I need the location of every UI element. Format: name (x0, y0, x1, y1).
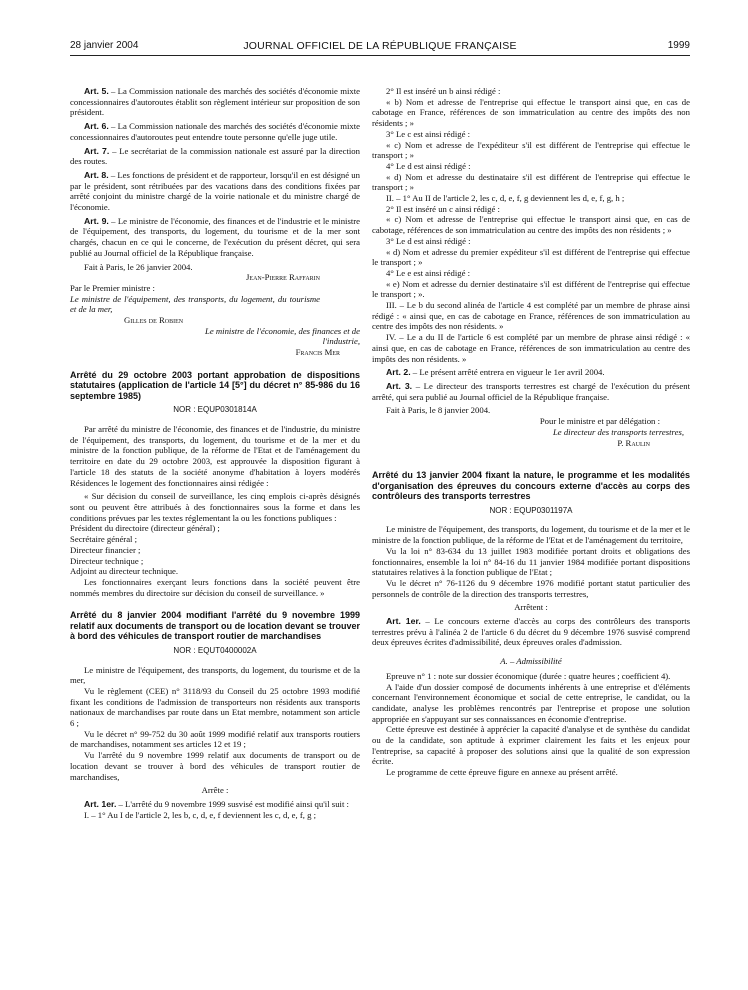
nor-b: NOR : EQUT0400002A (173, 645, 257, 655)
header-title: JOURNAL OFFICIEL DE LA RÉPUBLIQUE FRANÇAISE (243, 40, 517, 52)
right-column (372, 86, 690, 778)
delegation: Pour le ministre et par délégation : (539, 416, 660, 427)
article-6: Art. 6. – La Commission nationale des marchés des sociétés d'économie mixte concessionnaires d'autoroutes peut entendre toute personne qu'elle juge utile. (70, 121, 360, 142)
minister-economy: Le ministre de l'économie, des finances et de l'industrie, (205, 325, 360, 347)
signature-pm: Jean-Pierre Raffarin (246, 272, 320, 283)
signature-robien: Gilles de Robien (124, 315, 184, 326)
paragraph: Les fonctionnaires exerçant leurs fonctions dans la société peuvent être nommés membres du directoire sur décision du conseil de surveillance. » (70, 576, 360, 598)
paragraph: Par arrêté du ministre de l'économie, des finances et de l'industrie, du ministre de l'équipement, des transports, du logement, du tourisme et de la mer et du ministre de la fonction publique, de la réforme de l'Etat et de l'aménagement du territoire en date du 29 octobre 2003, est approuvée la disposition figurant à l'article 18 des statuts de la société anonyme d'habitation à loyers modérés Résidences le logement des fonctionnaires ainsi rédigée : (70, 424, 360, 488)
paragraph: III. – Le b du second alinéa de l'article 4 est complété par un membre de phrase ainsi rédigé : « ainsi que, en cas de cabotage en France, références de son immatriculation au centre des impôts des non résidents. » (372, 300, 690, 332)
article-8: Art. 8. – Les fonctions de président et de rapporteur, lorsqu'il en est désigné un par le président, sont rétribuées par des vacations dans des conditions fixées par arrêté conjoint du ministre chargé de la voirie nationale et du ministre chargé de l'économie. (70, 169, 360, 213)
paragraph: Le ministre de l'équipement, des transports, du logement, du tourisme et de la mer et le ministre de la fonction publique, de la réforme de l'Etat et de l'aménagement du territoire, (372, 524, 690, 546)
paragraph: Vu le décret n° 76-1126 du 9 décembre 1976 modifié portant statut particulier des personnels de contrôle de la direction des transports terrestres, (372, 577, 690, 599)
paragraph: IV. – Le a du II de l'article 6 est complété par un membre de phrase ainsi rédigé : « ainsi que, en cas de cabotage en France, références de son immatriculation au centre des impôts des non résidents. » (372, 332, 690, 364)
paragraph: 3° Le d est ainsi rédigé : (386, 235, 471, 246)
paragraph: II. – 1° Au II de l'article 2, les c, d, e, f, g deviennent les d, e, f, g, h ; (386, 193, 625, 204)
nor-c: NOR : EQUP0301197A (489, 505, 573, 515)
minister-equipment: Le ministre de l'équipement, des transports, du logement, du tourisme et de la mer, (70, 293, 320, 315)
paragraph: « c) Nom et adresse de l'entreprise qui effectue le transport ainsi que, en cas de cabotage, références de son immatriculation au centre des impôts des non résidents ; » (372, 214, 690, 236)
arrete-label: Arrête : (201, 785, 229, 796)
left-column (70, 86, 360, 820)
list-item: Président du directoire (directeur général) ; (70, 523, 220, 534)
paragraph: 2° Il est inséré un c ainsi rédigé : (386, 203, 500, 214)
paragraph: I. – 1° Au I de l'article 2, les b, c, d, e, f deviennent les c, d, e, f, g ; (84, 809, 317, 820)
paragraph: « c) Nom et adresse de l'expéditeur s'il est différent de l'entreprise qui effectue le transport ; » (372, 139, 690, 161)
paragraph: 4° Le d est ainsi rédigé : (386, 160, 471, 171)
title-arrete-8-janvier: Arrêté du 8 janvier 2004 modifiant l'arrêté du 9 novembre 1999 relatif aux documents de transport ou de location devant se trouver à bord des véhicules de transport routier de marchandises (70, 610, 360, 642)
article-3: Art. 3. – Le directeur des transports terrestres est chargé de l'exécution du présent arrêté, qui sera publié au Journal officiel de la République française. (372, 380, 690, 402)
paragraph: Vu l'arrêté du 9 novembre 1999 relatif aux documents de transport ou de location devant se trouver à bord des véhicules de transport routier de marchandises, (70, 750, 360, 782)
paragraph: 3° Le c est ainsi rédigé : (386, 128, 471, 139)
by-pm: Par le Premier ministre : (70, 282, 155, 293)
page-number: 1999 (667, 40, 690, 51)
paragraph: Cette épreuve est destinée à apprécier la capacité d'analyse et de synthèse du candidat ou de la candidate, son aptitude à exprimer clairement les faits et les enjeux pour l'entreprise, sa capacité à proposer des solutions ainsi que la qualité de son expression écrite. (372, 724, 690, 767)
list-item: Directeur financier ; (70, 544, 141, 555)
paragraph: « d) Nom et adresse du destinataire s'il est différent de l'entreprise qui effectue le transport ; » (372, 171, 690, 193)
page-header (70, 40, 690, 54)
header-rule (70, 55, 690, 56)
paragraph: A l'aide d'un dossier composé de documents inhérents à une entreprise et d'éléments concernant l'environnement économique et social de cette entreprise, le candidat, ou la candidate, analyse les problèmes rencontrés par l'entreprise et propose une solution appropriée en s'appuyant sur ses connaissances en économie d'entreprise. (372, 681, 690, 724)
title-arrete-13-janvier: Arrêté du 13 janvier 2004 fixant la nature, le programme et les modalités d'organisation des épreuves du concours externe d'accès au corps des contrôleurs des transports terrestres (372, 470, 690, 502)
paragraph: Vu la loi n° 83-634 du 13 juillet 1983 modifiée portant droits et obligations des fonctionnaires, ensemble la loi n° 84-16 du 11 janvier 1984 modifiée portant dispositions statutaires relatives à la fonction publique de l'Etat ; (372, 545, 690, 578)
paragraph: Le programme de cette épreuve figure en annexe au présent arrêté. (386, 767, 618, 778)
article-2: Art. 2. – Le présent arrêté entrera en vigueur le 1er avril 2004. (386, 367, 605, 378)
paragraph: Vu le décret n° 99-752 du 30 août 1999 modifié relatif aux transports routiers de marchandises, notamment ses articles 12 et 19 ; (70, 728, 360, 750)
done-at: Fait à Paris, le 8 janvier 2004. (386, 405, 491, 416)
paragraph: Epreuve n° 1 : note sur dossier économique (durée : quatre heures ; coefficient 4). (386, 670, 671, 681)
list-item: Directeur technique ; (70, 555, 144, 566)
article-9: Art. 9. – Le ministre de l'économie, des finances et de l'industrie et le ministre de l'équipement, des transports, du logement, du tourisme et de la mer sont chargés, chacun en ce qui le concerne, de l'exécution du présent décret, qui sera publié au Journal officiel de la République française. (70, 215, 360, 258)
paragraph: Le ministre de l'équipement, des transports, du logement, du tourisme et de la mer, (70, 664, 360, 686)
signature-mer: Francis Mer (295, 347, 340, 358)
article-5: Art. 5. – La Commission nationale des marchés des sociétés d'économie mixte concessionnaires d'autoroutes établit son règlement intérieur sur proposition de son président. (70, 86, 360, 118)
paragraph: « Sur décision du conseil de surveillance, les cinq emplois ci-après désignés sont ou peuvent être attribués à des fonctionnaires sous la forme et dans les conditions prévues par les textes réglementant la ou les fonctions publiques : (70, 491, 360, 523)
section-admissibilite: A. – Admissibilité (500, 656, 562, 667)
arretent-label: Arrêtent : (514, 602, 548, 613)
paragraph: « b) Nom et adresse de l'entreprise qui effectue le transport ainsi que, en cas de cabotage en France, références de son immatriculation au centre des impôts des non résidents ; » (372, 96, 690, 129)
article-1: Art. 1er. – Le concours externe d'accès au corps des contrôleurs des transports terrestres prévu à l'alinéa 2 de l'article 6 du décret du 9 décembre 1976 susvisé comprend deux épreuves écrites d'admissibilité, deux épreuves orales d'admission. (372, 616, 690, 648)
article-7: Art. 7. – Le secrétariat de la commission nationale est assuré par la direction des routes. (70, 145, 360, 167)
nor-a: NOR : EQUP0301814A (173, 405, 257, 415)
director-title: Le directeur des transports terrestres, (552, 426, 684, 437)
list-item: Adjoint au directeur technique. (70, 566, 179, 577)
signature-raulin: P. Raulin (617, 437, 650, 448)
paragraph: « d) Nom et adresse du premier expéditeur s'il est différent de l'entreprise qui effectue le transport ; » (372, 246, 690, 268)
done-at: Fait à Paris, le 26 janvier 2004. (84, 261, 193, 272)
list-item: Secrétaire général ; (70, 534, 138, 545)
paragraph: Vu le règlement (CEE) n° 3118/93 du Conseil du 25 octobre 1993 modifié fixant les conditions de l'admission de transporteurs non résidents aux transports nationaux de marchandises par route dans un Etat membre, notamment son article 6 ; (70, 685, 360, 729)
paragraph: 4° Le e est ainsi rédigé : (386, 267, 471, 278)
paragraph: 2° Il est inséré un b ainsi rédigé : (386, 86, 501, 96)
article-1: Art. 1er. – L'arrêté du 9 novembre 1999 susvisé est modifié ainsi qu'il suit : (84, 798, 349, 809)
title-arrete-29-octobre: Arrêté du 29 octobre 2003 portant approbation de dispositions statutaires (application de l'article 14 [5°] du décret n° 85-986 du 16 septembre 1985) (70, 369, 360, 401)
header-date: 28 janvier 2004 (70, 40, 139, 51)
paragraph: « e) Nom et adresse du dernier destinataire s'il est différent de l'entreprise qui effectue le transport ; ». (372, 278, 690, 300)
